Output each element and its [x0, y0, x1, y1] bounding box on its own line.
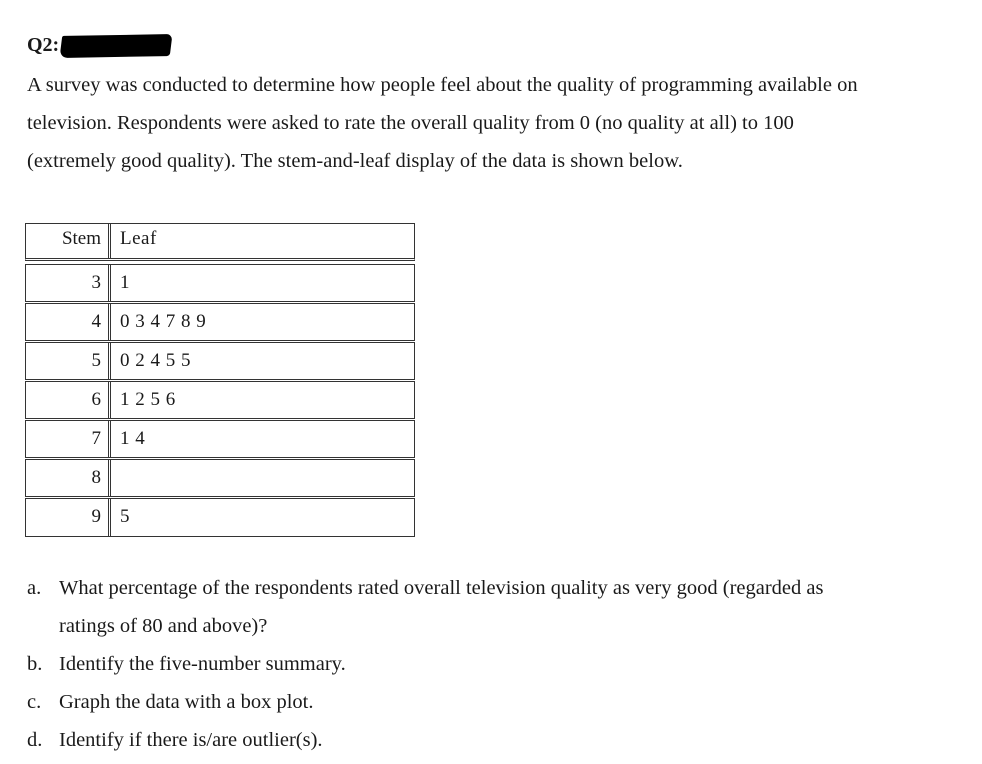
part-a — [27, 576, 967, 606]
part-text: What percentage of the respondents rated overall television quality as very good (regarded as — [59, 577, 824, 599]
part-letter: a. — [27, 577, 42, 599]
leaf-cell: 1 — [120, 272, 130, 293]
intro-line-1: A survey was conducted to determine how people feel about the quality of programming available on — [27, 74, 858, 96]
table-row — [25, 498, 415, 537]
question-header — [27, 34, 171, 57]
stem-cell: 6 — [26, 382, 111, 418]
intro-line-2: television. Respondents were asked to rate the overall quality from 0 (no quality at all) to 100 — [27, 112, 794, 134]
part-letter: b. — [27, 653, 43, 675]
stem-cell: 7 — [26, 421, 111, 457]
leaf-cell: 5 — [120, 506, 130, 527]
leaf-header: Leaf — [120, 228, 157, 249]
table-row — [25, 381, 415, 419]
redaction-mark — [60, 34, 173, 58]
intro-line-3: (extremely good quality). The stem-and-leaf display of the data is shown below. — [27, 150, 683, 172]
stem-cell: 4 — [26, 304, 111, 340]
part-text: Identify if there is/are outlier(s). — [59, 729, 323, 751]
table-row — [25, 420, 415, 458]
stem-cell: 3 — [26, 265, 111, 301]
part-b — [27, 652, 967, 682]
part-d — [27, 728, 967, 758]
leaf-cell: 0 2 4 5 5 — [120, 350, 191, 371]
table-row — [25, 342, 415, 380]
stem-cell: 5 — [26, 343, 111, 379]
leaf-cell: 1 4 — [120, 428, 146, 449]
stem-cell: 8 — [26, 460, 111, 496]
part-text: Graph the data with a box plot. — [59, 691, 314, 713]
question-number: Q2: — [27, 34, 60, 56]
part-text: ratings of 80 and above)? — [59, 615, 268, 637]
leaf-cell — [111, 460, 414, 496]
table-row — [25, 459, 415, 497]
stem-header: Stem — [26, 224, 111, 258]
part-a-continued — [27, 614, 967, 644]
part-c — [27, 690, 967, 720]
part-letter: d. — [27, 729, 43, 751]
table-row — [25, 303, 415, 341]
table-row — [25, 264, 415, 302]
stem-cell: 9 — [26, 499, 111, 536]
leaf-cell: 1 2 5 6 — [120, 389, 176, 410]
leaf-cell: 0 3 4 7 8 9 — [120, 311, 207, 332]
stem-and-leaf-table — [25, 223, 415, 537]
part-letter: c. — [27, 691, 42, 713]
part-text: Identify the five-number summary. — [59, 653, 346, 675]
table-header-row — [25, 223, 415, 261]
